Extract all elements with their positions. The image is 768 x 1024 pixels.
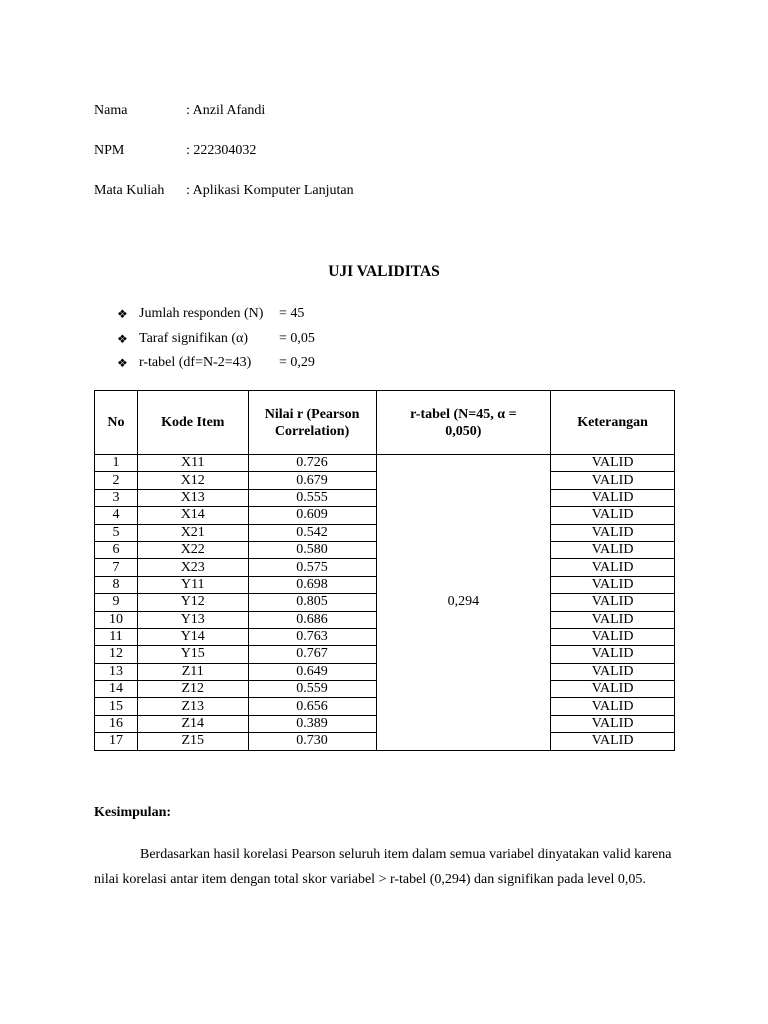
validity-table [94, 390, 675, 751]
cell-kode-item: Y12 [137, 594, 248, 611]
bullet-value: = 0,29 [279, 355, 315, 370]
cell-r-tabel: 0,294 [376, 455, 551, 751]
bullet-value: = 45 [279, 306, 305, 321]
cell-keterangan: VALID [551, 594, 675, 611]
cell-nilai-r: 0.555 [248, 489, 376, 506]
cell-kode-item: X23 [137, 559, 248, 576]
header-kode-item: Kode Item [137, 391, 248, 455]
cell-no: 1 [95, 455, 138, 472]
conclusion-text: Berdasarkan hasil korelasi Pearson seluruh item dalam semua variabel dinyatakan valid karena nilai korelasi antar item dengan total skor variabel > r-tabel (0,294) dan signifikan pada level 0,05. [94, 847, 672, 887]
cell-keterangan: VALID [551, 715, 675, 732]
cell-no: 13 [95, 663, 138, 680]
bullet-label: Jumlah responden (N) [139, 306, 264, 321]
cell-keterangan: VALID [551, 472, 675, 489]
page-title: UJI VALIDITAS [328, 263, 440, 280]
header-nilai-r: Nilai r (Pearson Correlation) [248, 391, 376, 455]
cell-no: 4 [95, 507, 138, 524]
npm-label: NPM [94, 143, 125, 158]
cell-no: 2 [95, 472, 138, 489]
cell-kode-item: Y14 [137, 628, 248, 645]
nama-value: : Anzil Afandi [186, 103, 266, 118]
cell-kode-item: Z14 [137, 715, 248, 732]
table-row [95, 455, 675, 472]
cell-kode-item: X11 [137, 455, 248, 472]
cell-keterangan: VALID [551, 507, 675, 524]
cell-keterangan: VALID [551, 524, 675, 541]
cell-nilai-r: 0.649 [248, 663, 376, 680]
cell-kode-item: X13 [137, 489, 248, 506]
cell-no: 9 [95, 594, 138, 611]
cell-keterangan: VALID [551, 541, 675, 558]
cell-no: 10 [95, 611, 138, 628]
diamond-bullet-icon: ❖ [117, 331, 128, 346]
cell-kode-item: X21 [137, 524, 248, 541]
mata-kuliah-label: Mata Kuliah [94, 183, 165, 198]
cell-kode-item: Y11 [137, 576, 248, 593]
cell-nilai-r: 0.656 [248, 698, 376, 715]
cell-kode-item: Z11 [137, 663, 248, 680]
list-item [117, 330, 315, 355]
bullet-label: Taraf signifikan (α) [139, 330, 248, 346]
cell-no: 11 [95, 628, 138, 645]
cell-kode-item: Y15 [137, 646, 248, 663]
cell-nilai-r: 0.726 [248, 455, 376, 472]
cell-keterangan: VALID [551, 576, 675, 593]
cell-keterangan: VALID [551, 455, 675, 472]
npm-value: : 222304032 [186, 143, 257, 158]
cell-kode-item: Z15 [137, 733, 248, 750]
cell-kode-item: X22 [137, 541, 248, 558]
cell-nilai-r: 0.698 [248, 576, 376, 593]
cell-no: 8 [95, 576, 138, 593]
mata-kuliah-value: : Aplikasi Komputer Lanjutan [186, 183, 354, 198]
table-body [95, 455, 675, 751]
cell-kode-item: Y13 [137, 611, 248, 628]
cell-no: 17 [95, 733, 138, 750]
cell-nilai-r: 0.679 [248, 472, 376, 489]
cell-nilai-r: 0.686 [248, 611, 376, 628]
cell-keterangan: VALID [551, 663, 675, 680]
cell-nilai-r: 0.575 [248, 559, 376, 576]
cell-no: 12 [95, 646, 138, 663]
cell-nilai-r: 0.580 [248, 541, 376, 558]
cell-kode-item: X12 [137, 472, 248, 489]
list-item [117, 305, 315, 330]
cell-nilai-r: 0.805 [248, 594, 376, 611]
diamond-bullet-icon: ❖ [117, 356, 128, 370]
cell-keterangan: VALID [551, 698, 675, 715]
cell-nilai-r: 0.389 [248, 715, 376, 732]
cell-no: 16 [95, 715, 138, 732]
cell-nilai-r: 0.767 [248, 646, 376, 663]
header-no: No [95, 391, 138, 455]
conclusion-heading: Kesimpulan: [94, 805, 172, 820]
header-r-tabel: r-tabel (N=45, α = 0,050) [376, 391, 551, 455]
cell-nilai-r: 0.559 [248, 681, 376, 698]
diamond-bullet-icon: ❖ [117, 307, 128, 321]
info-mata-kuliah [94, 182, 354, 200]
cell-nilai-r: 0.763 [248, 628, 376, 645]
cell-keterangan: VALID [551, 489, 675, 506]
bullet-label: r-tabel (df=N-2=43) [139, 355, 252, 370]
cell-no: 3 [95, 489, 138, 506]
cell-keterangan: VALID [551, 681, 675, 698]
list-item [117, 354, 315, 379]
cell-kode-item: Z12 [137, 681, 248, 698]
cell-no: 6 [95, 541, 138, 558]
cell-nilai-r: 0.542 [248, 524, 376, 541]
nama-label: Nama [94, 103, 128, 118]
cell-keterangan: VALID [551, 628, 675, 645]
cell-no: 14 [95, 681, 138, 698]
cell-no: 7 [95, 559, 138, 576]
cell-keterangan: VALID [551, 733, 675, 750]
cell-nilai-r: 0.609 [248, 507, 376, 524]
cell-kode-item: Z13 [137, 698, 248, 715]
cell-keterangan: VALID [551, 559, 675, 576]
cell-nilai-r: 0.730 [248, 733, 376, 750]
cell-no: 5 [95, 524, 138, 541]
bullet-value: = 0,05 [279, 330, 315, 346]
table-header-row [95, 391, 675, 455]
info-nama [94, 102, 265, 120]
cell-keterangan: VALID [551, 611, 675, 628]
cell-kode-item: X14 [137, 507, 248, 524]
cell-no: 15 [95, 698, 138, 715]
header-keterangan: Keterangan [551, 391, 675, 455]
cell-keterangan: VALID [551, 646, 675, 663]
info-npm [94, 142, 256, 160]
parameter-list [117, 305, 315, 379]
